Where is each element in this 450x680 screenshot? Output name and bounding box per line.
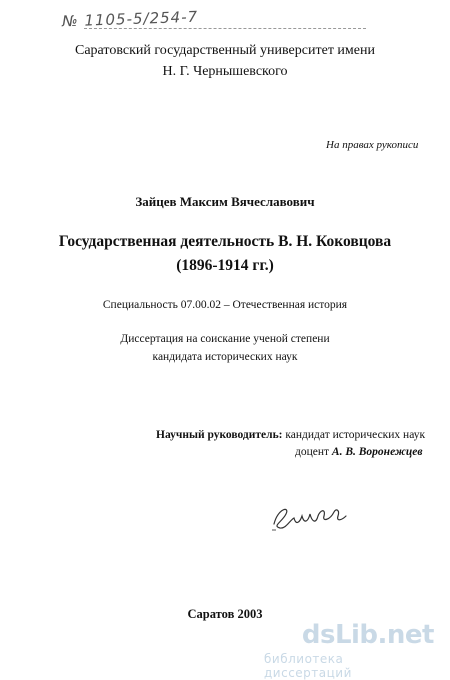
rights-note: На правах рукописи — [326, 139, 419, 151]
university-line-1: Саратовский государственный университет имени — [75, 43, 375, 58]
supervisor-degree: кандидат исторических наук — [285, 429, 426, 441]
supervisor-name-line — [295, 446, 422, 458]
watermark-logo: dsLib.net — [301, 620, 434, 650]
supervisor-name: А. В. Воронежцев — [331, 446, 423, 458]
supervisor-label: Научный руководитель: — [156, 429, 283, 441]
stamp-underline — [84, 28, 366, 30]
author-name: Зайцев Максим Вячеславович — [135, 194, 315, 209]
archive-stamp: № 1105-5/254-7 — [61, 7, 199, 31]
thesis-title-line-2: (1896-1914 гг.) — [176, 257, 274, 274]
supervisor-line — [156, 429, 425, 441]
university-line-2: Н. Г. Чернышевского — [162, 64, 288, 79]
watermark — [264, 620, 444, 680]
watermark-subtitle: библиотека диссертаций — [264, 652, 352, 680]
specialty: Специальность 07.00.02 – Отечественная история — [102, 299, 348, 311]
author-signature — [268, 500, 348, 534]
thesis-title-line-1: Государственная деятельность В. Н. Коковцова — [58, 233, 392, 250]
dissertation-line-1: Диссертация на соискание ученой степени — [120, 333, 330, 345]
dissertation-line-2: кандидата исторических наук — [152, 351, 298, 363]
place-and-year: Саратов 2003 — [187, 607, 263, 621]
supervisor-rank: доцент — [295, 446, 330, 458]
